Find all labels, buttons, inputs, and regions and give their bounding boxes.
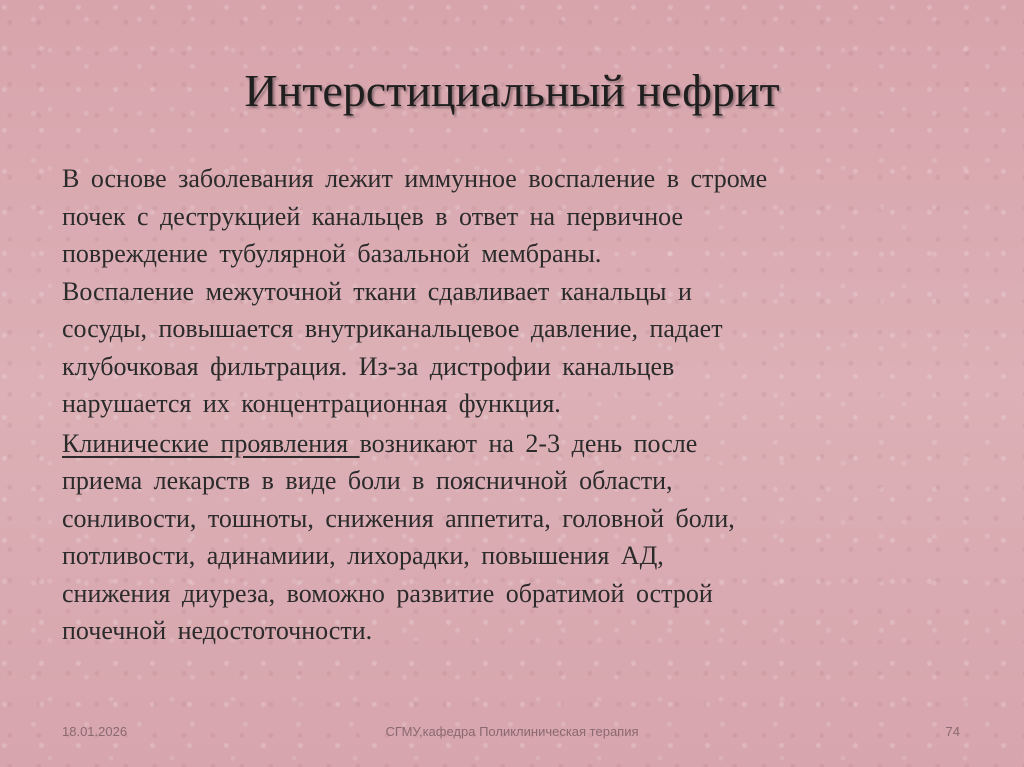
text-line: нарушается их концентрационная функция. [62, 389, 561, 418]
footer-department: СГМУ,кафедра Поликлиническая терапия [385, 724, 639, 739]
text-line: сосуды, повышается внутриканальцевое давление, падает [62, 314, 723, 343]
text-line: клубочковая фильтрация. Из-за дистрофии канальцев [62, 351, 675, 381]
text-line: повреждение тубулярной базальной мембраны. [62, 239, 602, 268]
paragraph-pathogenesis [62, 160, 962, 423]
clinical-heading: Клинические проявления [62, 428, 360, 458]
text-line: почечной недостоточности. [62, 616, 373, 645]
text-line: снижения диуреза, воможно развитие обратимой острой [62, 578, 713, 608]
slide-body [62, 160, 962, 652]
text-line: приема лекарств в виде боли в поясничной области, [62, 466, 673, 495]
paragraph-clinical [62, 425, 962, 650]
text-line: почек с деструкцией канальцев в ответ на первичное [62, 201, 684, 231]
footer-date: 18.01.2026 [62, 724, 128, 739]
text-line: потливости, адинамиии, лихорадки, повышения АД, [62, 541, 664, 570]
clinical-first-line-text: возникают на 2-3 день после [359, 428, 698, 458]
text-line: В основе заболевания лежит иммунное воспаление в строме [62, 164, 768, 193]
footer-page-number: 74 [945, 724, 960, 739]
text-line: сонливости, тошноты, снижения аппетита, головной боли, [62, 503, 735, 533]
text-line: Воспаление межуточной ткани сдавливает канальцы и [62, 276, 692, 306]
slide-title: Интерстициальный нефрит [244, 65, 780, 116]
text-line [62, 425, 962, 463]
